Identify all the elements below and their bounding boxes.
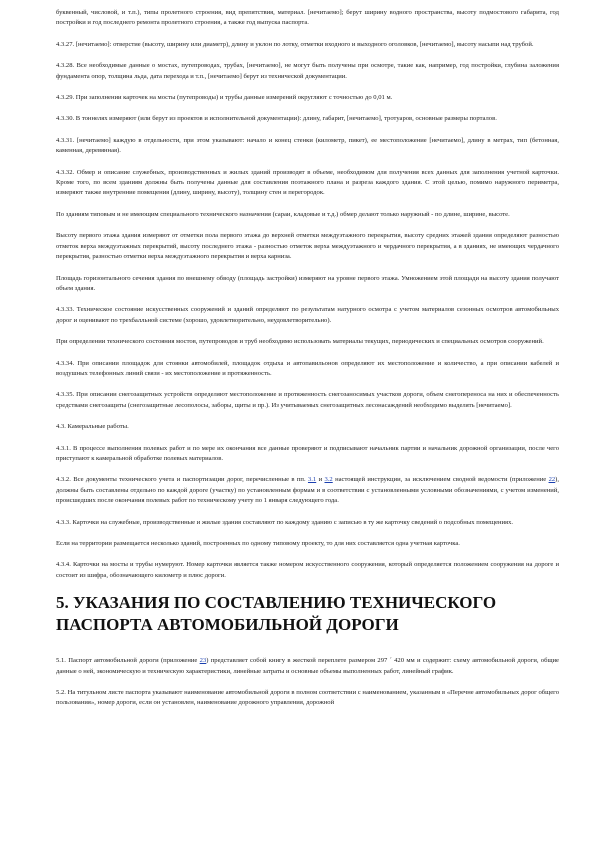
paragraph-text: 4.3.2. Все документы технического учета и паспортизации дорог, перечисленные в пп.	[56, 476, 308, 484]
paragraph: 4.3.33. Техническое состояние искусственных сооружений и зданий определяют по результатам натурного осмотра с учетом материалов сезонных осмотров автомобильных дорог и оценивают по трехбалльной системе (хорошо, удовлетворительно, неудовлетворительно).	[56, 306, 559, 324]
paragraph-text: 5.1. Паспорт автомобильной дороги (приложение	[56, 657, 200, 665]
paragraph-text: ), должны быть составлены отдельно по каждой дороге (участку) по установленным формам и в соответствии с установленными условными обозначениями, с учетом изменений, происшедших после окончания полевых работ по техническому учету по 1 января следующего года.	[56, 476, 560, 505]
paragraph: При определении технического состояния мостов, путепроводов и труб необходимо использовать материалы текущих, периодических и специальных осмотров сооружений.	[56, 338, 544, 346]
paragraph: буквенный, числовой, и т.п.), типы пролетного строения, вид препятствия, материал. [нечитаемо]; берут ширину водного пространства, высоту подмостового габарита, год постройки и год последнего ремонта пролетного строения, а также год выпуска паспорта.	[56, 9, 559, 27]
paragraph: 4.3. Камеральные работы.	[56, 423, 129, 431]
paragraph: Высоту первого этажа здания измеряют от отметки пола первого этажа до верхней отметки междуэтажного перекрытия, высоту средних этажей здания определяют разностью отметок верха междуэтажных перекрытий, высоту последнего этажа - разностью отметок верха междуэтажного и чердачного перекрытия, а в зданиях, не имеющих чердачного перекрытия, разностью отметки верха междуэтажного перекрытия и верха карниза.	[56, 232, 559, 261]
paragraph: 4.3.28. Все необходимые данные о мостах, путепроводах, трубах, [нечитаемо], не могут быть получены при осмотре, такие как, например, год постройки, глубина заложения фундамента опор, толщина льда, дата перехода и т.п., [нечитаемо] берут из технической документации.	[56, 62, 559, 80]
paragraph: 4.3.3. Карточки на служебные, производственные и жилые здания составляют по каждому зданию с записью в ту же карточку сведений о подсобных помещениях.	[56, 518, 514, 526]
paragraph: Площадь горизонтального сечения здания по внешнему обводу (площадь застройки) измеряют на уровне первого этажа. Умножением этой площади на высоту здания получают объем здания.	[56, 274, 559, 292]
paragraph: 4.3.1. В процессе выполнения полевых работ и по мере их окончания все данные проверяют и подписывают начальник партии и начальник дорожной организации, после чего приступают к камеральной обработке полевых материалов.	[56, 444, 559, 462]
paragraph	[56, 475, 559, 506]
paragraph	[56, 656, 559, 677]
paragraph: 4.3.32. Обмер и описание служебных, производственных и жилых зданий производят в объеме, необходимом для получения всех данных для заполнения учетной карточки. Кроме того, по всем зданиям должны быть получены данные для составления поэтажного плана и разреза каждого здания. С этой целью, помимо наружного периметра, измеряют также внутренние помещения (длину, ширину, высоту), толщину стен и перегородок.	[56, 168, 559, 197]
paragraph: 4.3.31. [нечитаемо] каждую в отдельности, при этом указывают: начало и конец стенки (километр, пикет), ее местоположение [нечитаемо], длину в метрах, тип (бетонная, каменная, деревянная).	[56, 136, 559, 155]
section-heading: 5. УКАЗАНИЯ ПО СОСТАВЛЕНИЮ ТЕХНИЧЕСКОГО ПАСПОРТА АВТОМОБИЛЬНОЙ ДОРОГИ	[56, 593, 497, 635]
paragraph-text: ) представляет собой книгу в жесткой переплете размером 297 ´ 420 мм и содержит: схему автомобильной дороги, общие данные о ней, экономическую и техническую характеристики, линейные затраты и основные объемы выполненных работ, линейный график.	[56, 657, 559, 675]
reference-link[interactable]: 22	[548, 476, 556, 484]
paragraph-text: настоящей инструкции, за исключением сводной ведомости (приложение	[332, 476, 549, 484]
paragraph: 4.3.30. В тоннелях измеряют (или берут из проектов и исполнительной документации): длину, габарит, [нечитаемо], тротуаров, основные размеры порталов.	[56, 115, 497, 123]
reference-link[interactable]: 3.1	[307, 476, 317, 484]
paragraph: Если на территории размещается несколько зданий, построенных по одному типовому проекту, то для них составляется одна учетная карточка.	[56, 540, 460, 547]
paragraph-text: и	[316, 476, 325, 484]
paragraph: 4.3.27. [нечитаемо]: отверстие (высоту, ширину или диаметр), длину и уклон по лотку, отметки входного и выходного оголовков, [нечитаемо], высоту насыпи над трубой.	[56, 40, 534, 48]
reference-link[interactable]: 23	[199, 657, 207, 665]
paragraph: 4.3.34. При описании площадок для стоянки автомобилей, площадок отдыха и автопавильонов определяют их местоположение и количество, а при описании кабелей и воздушных телефонных линий связи - их местоположение и протяженность.	[56, 359, 559, 377]
paragraph: 4.3.29. При заполнении карточек на мосты (путепроводы) и трубы данные измерений округляют с точностью до 0,01 м.	[56, 94, 393, 102]
paragraph: 4.3.35. При описании снегозащитных устройств определяют местоположение и протяженность снегозаносимых участков дороги, объем снегопереноса на них и обеспеченность средствами снегозащиты (снегозащитные лесополосы, заборы, щиты и пр.). Из учитываемых снегозащитных лесонасаждений необходимо выделять [нечитаемо].	[56, 391, 559, 409]
reference-link[interactable]: 3.2	[324, 476, 333, 484]
paragraph: По зданиям типовым и не имеющим специального технического назначения (сараи, кладовые и т.д.) обмер делают только наружный - по длине, ширине, высоте.	[56, 210, 510, 218]
paragraph: 4.3.4. Карточки на мосты и трубы нумеруют. Номер карточки является также номером искусственного сооружения, который определяется положением сооружения на дороге и состоит из шифра, обозначающего километр и плюс дороги.	[56, 561, 559, 579]
paragraph: 5.2. На титульном листе паспорта указывают наименование автомобильной дороги в полном соответствии с наименованием, указанным в «Перечне автомобильных дорог общего пользования», номер дороги, если он установлен, наименование дорожного управления, дорожной	[56, 689, 559, 707]
